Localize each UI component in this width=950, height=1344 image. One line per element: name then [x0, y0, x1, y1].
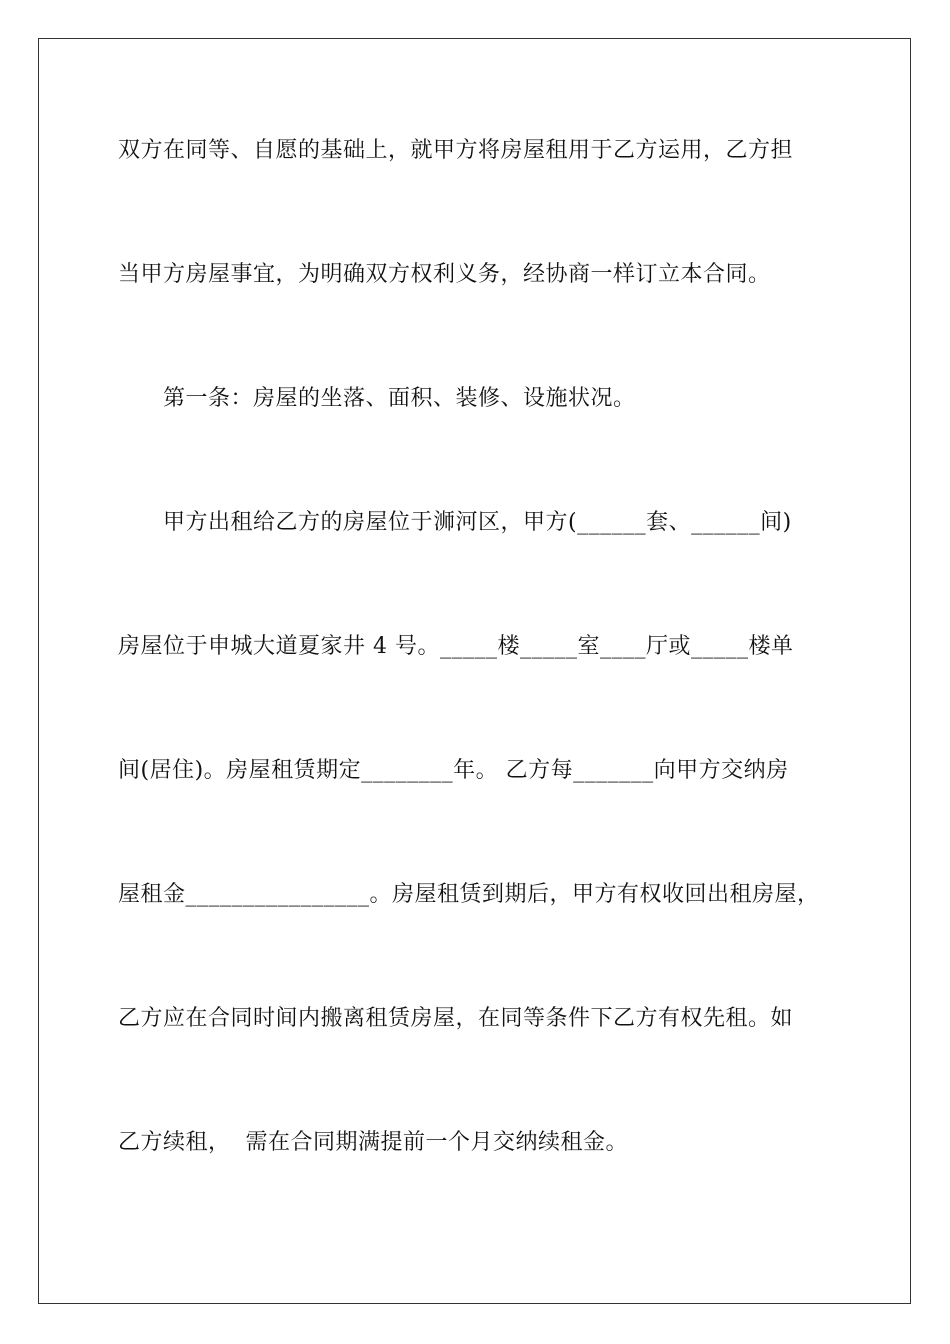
- page-border: [38, 38, 911, 1304]
- body-line-4: 甲方出租给乙方的房屋位于浉河区，甲方(______套、______间): [163, 510, 792, 535]
- body-line-9: 乙方续租， 需在合同期满提前一个月交纳续租金。: [118, 1130, 628, 1155]
- body-line-6: 间(居住)。房屋租赁期定________年。 乙方每_______向甲方交纳房: [118, 758, 789, 783]
- body-line-7: 屋租金________________。房屋租赁到期后，甲方有权收回出租房屋，: [118, 882, 820, 907]
- body-line-2: 当甲方房屋事宜，为明确双方权利义务，经协商一样订立本合同。: [118, 262, 771, 287]
- article-one-heading: 第一条：房屋的坐落、面积、装修、设施状况。: [163, 386, 636, 411]
- body-line-5: 房屋位于申城大道夏家井 4 号。_____楼_____室____厅或_____楼单: [118, 634, 794, 659]
- body-line-8: 乙方应在合同时间内搬离租赁房屋，在同等条件下乙方有权先租。如: [118, 1006, 794, 1031]
- body-line-1: 双方在同等、自愿的基础上，就甲方将房屋租用于乙方运用，乙方担: [118, 138, 794, 163]
